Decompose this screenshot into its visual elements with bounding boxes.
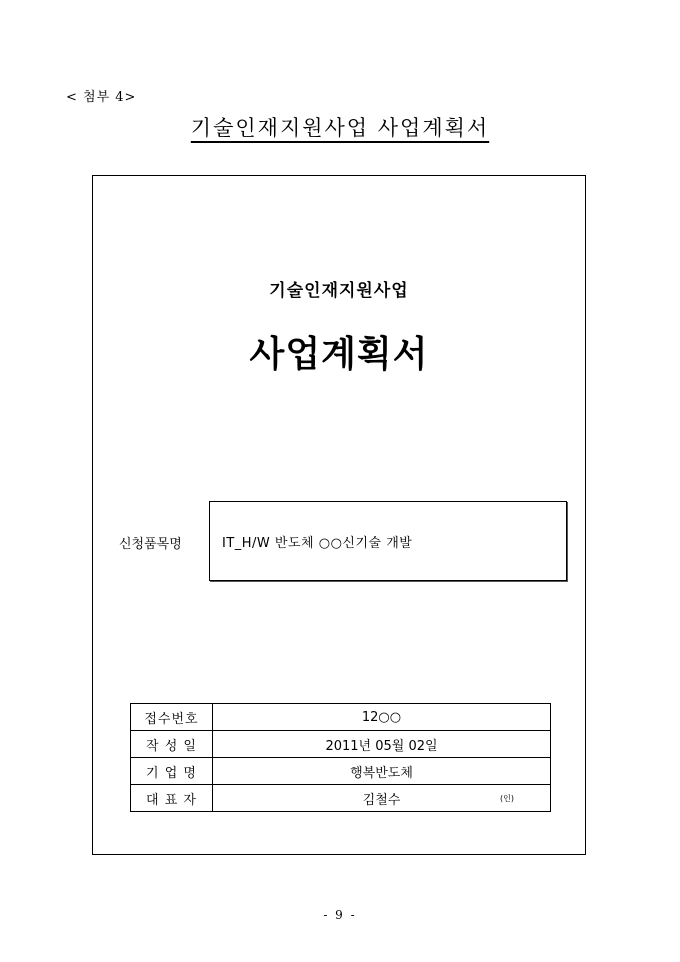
cover-title: 사업계획서 bbox=[249, 334, 429, 375]
company-name-value: 행복반도체 bbox=[213, 758, 551, 785]
table-row bbox=[131, 731, 551, 758]
application-item-label: 신청품목명 bbox=[119, 537, 182, 552]
date-value: 2011년 05월 02일 bbox=[213, 731, 551, 758]
receipt-number-label: 접수번호 bbox=[131, 704, 213, 731]
cover-page-box bbox=[92, 175, 586, 855]
representative-value: 김철수 bbox=[362, 792, 401, 808]
date-label: 작 성 일 bbox=[131, 731, 213, 758]
company-name-label: 기 업 명 bbox=[131, 758, 213, 785]
seal-mark: (인) bbox=[500, 794, 514, 803]
representative-cell bbox=[213, 785, 551, 812]
receipt-number-value: 12○○ bbox=[213, 704, 551, 731]
table-row bbox=[131, 704, 551, 731]
attachment-label: < 첨부 4> bbox=[66, 90, 137, 105]
application-item-box bbox=[209, 501, 567, 581]
cover-program-name: 기술인재지원사업 bbox=[269, 281, 409, 301]
info-table bbox=[130, 703, 551, 812]
table-row bbox=[131, 758, 551, 785]
table-row bbox=[131, 785, 551, 812]
application-item-value: IT_H/W 반도체 ○○신기술 개발 bbox=[222, 536, 413, 551]
page-number: - 9 - bbox=[323, 908, 357, 922]
representative-label: 대 표 자 bbox=[131, 785, 213, 812]
document-title: 기술인재지원사업 사업계획서 bbox=[190, 116, 490, 140]
